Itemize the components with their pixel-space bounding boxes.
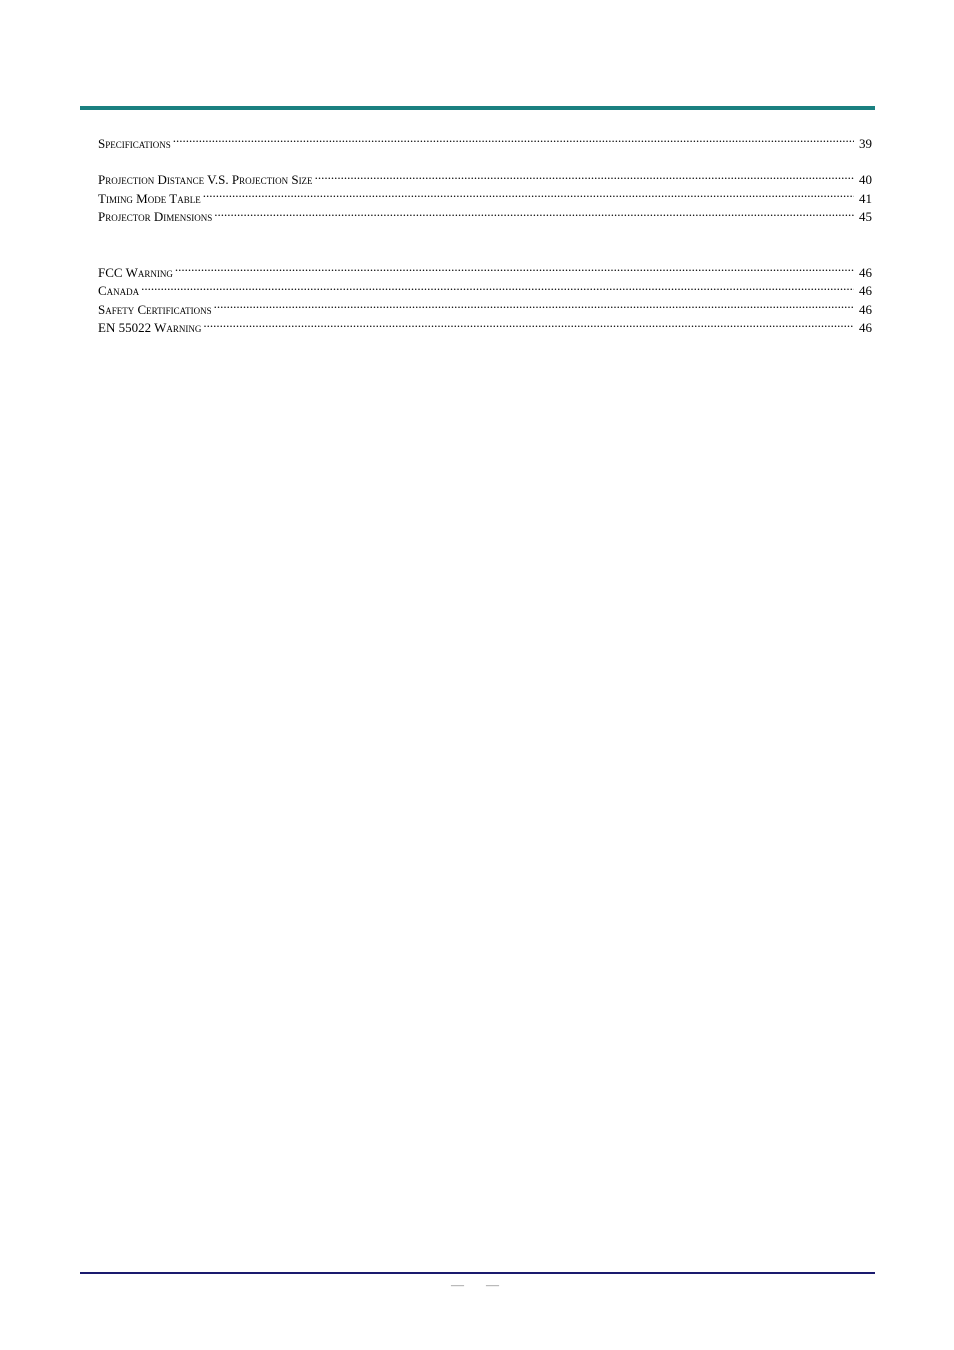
toc-entry[interactable] (98, 258, 872, 280)
toc-entry-title: Specifications (98, 135, 171, 151)
toc-entry[interactable] (98, 184, 872, 206)
toc-entry-title: Timing Mode Table (98, 190, 201, 206)
toc-dot-leader (315, 166, 854, 185)
toc-entry-page: 40 (859, 172, 872, 187)
toc-dot-leader (203, 184, 854, 203)
toc-entry-title: FCC Warning (98, 264, 173, 280)
toc-spacer (98, 221, 872, 258)
toc-dot-leader (214, 203, 854, 222)
toc-dot-leader (175, 258, 854, 277)
toc-entry-page: 39 (859, 135, 872, 151)
toc-entry-page: 46 (859, 264, 872, 280)
toc-entry-title: Canada (98, 283, 140, 298)
toc-dot-leader (173, 129, 854, 148)
toc-entry[interactable] (98, 203, 872, 222)
toc-dot-leader (203, 314, 854, 333)
footer-rule (80, 1272, 875, 1274)
footer-page-mark-left: — (451, 1277, 464, 1292)
toc-dot-leader (214, 295, 854, 314)
toc-entry[interactable] (98, 129, 872, 151)
toc-entry[interactable] (98, 314, 872, 333)
toc-entry-page: 41 (859, 190, 872, 206)
toc-entry[interactable] (98, 295, 872, 317)
footer-page-mark-right: — (486, 1277, 499, 1292)
toc-spacer (98, 148, 872, 166)
toc-entry[interactable] (98, 166, 872, 185)
toc-dot-leader (141, 277, 854, 296)
toc-group-projection (98, 166, 872, 222)
toc-entry[interactable] (98, 277, 872, 296)
header-rule (80, 106, 875, 110)
toc-entry-title: Projector Dimensions (98, 209, 213, 224)
toc-entry-page: 46 (859, 283, 872, 298)
table-of-contents (98, 129, 872, 335)
toc-entry-title: EN 55022 Warning (98, 320, 202, 335)
toc-group-specifications (98, 129, 872, 151)
toc-entry-title: Safety Certifications (98, 301, 212, 317)
toc-entry-title: Projection Distance V.S. Projection Size (98, 172, 313, 187)
toc-group-regulation (98, 258, 872, 335)
toc-entry-page: 46 (859, 320, 872, 335)
toc-entry-page: 46 (859, 301, 872, 317)
toc-entry-page: 45 (859, 209, 872, 224)
